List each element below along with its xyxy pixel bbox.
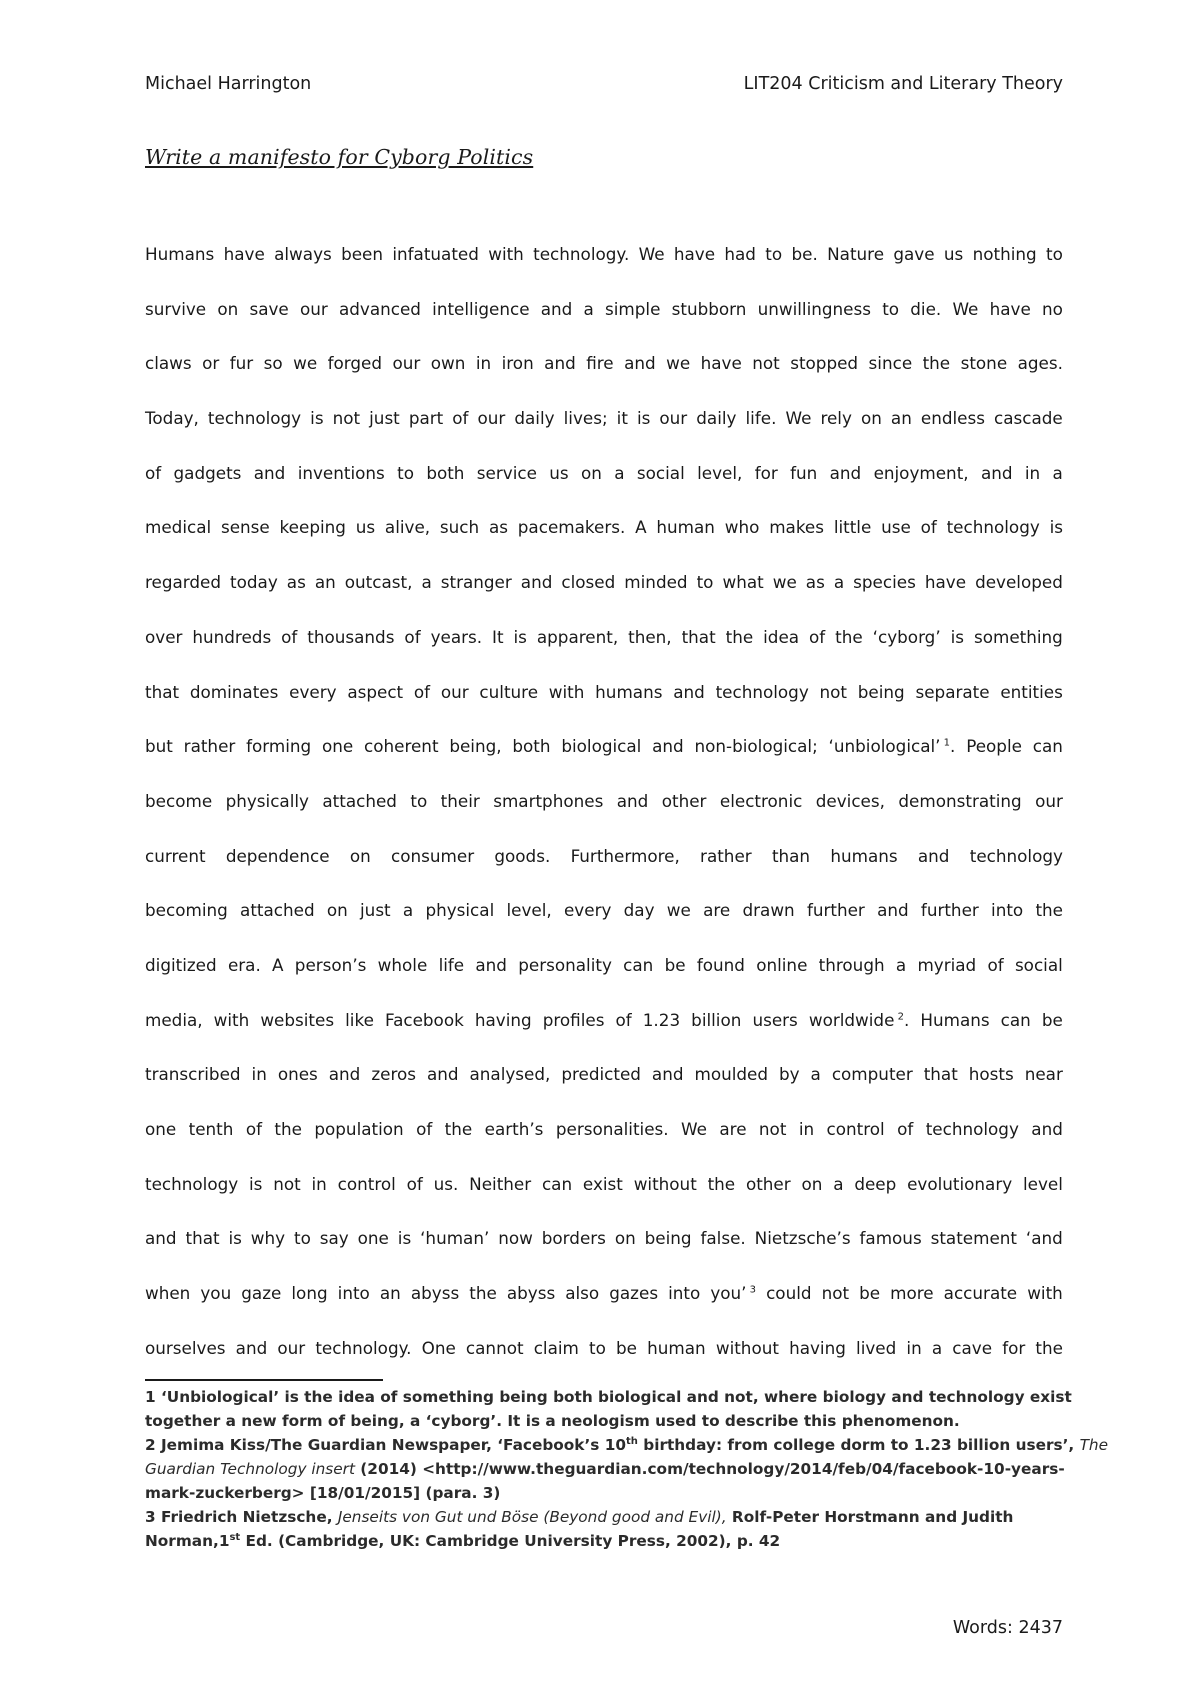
body-line: survive on save our advanced intelligence and a simple stubborn unwillingness to die. We have no [145,298,1063,319]
footnote-1-line-1: 1 ‘Unbiological’ is the idea of something being both biological and not, where biology and technology exist [145,1388,1072,1406]
body-line: digitized era. A person’s whole life and personality can be found online through a myriad of social [145,954,1063,975]
footnotes [145,1385,1109,1553]
essay-body [145,243,1063,1391]
body-line: ourselves and our technology. One cannot claim to be human without having lived in a cave for the [145,1337,1063,1358]
body-line: of gadgets and inventions to both service us on a social level, for fun and enjoyment, and in a [145,462,1063,483]
body-line: over hundreds of thousands of years. It is apparent, then, that the idea of the ‘cyborg’ is something [145,626,1063,647]
body-line: one tenth of the population of the earth’s personalities. We are not in control of technology and [145,1119,1063,1139]
author-name: Michael Harrington [145,74,312,94]
footnote-3-line-2: Norman,1st Ed. (Cambridge, UK: Cambridge University Press, 2002), p. 42 [145,1531,781,1550]
body-line: Humans have always been infatuated with technology. We have had to be. Nature gave us nothing to [145,244,1063,264]
body-line: claws or fur so we forged our own in iron and fire and we have not stopped since the stone ages. [145,353,1063,374]
body-line: becoming attached on just a physical level, every day we are drawn further and further into the [145,900,1063,921]
body-line: medical sense keeping us alive, such as pacemakers. A human who makes little use of technology is [145,517,1063,538]
body-line: when you gaze long into an abyss the abyss also gazes into you’ $^3$ could not be more accurate with [145,1283,1063,1304]
word-count: Words: 2437 [952,1618,1063,1638]
body-line: but rather forming one coherent being, both biological and non-biological; ‘unbiological’ $^1$. People can [145,736,1063,757]
page-header [145,74,1063,94]
body-line: Today, technology is not just part of our daily lives; it is our daily life. We rely on an endless cascade [145,408,1063,429]
footnote-2-line-1: 2 Jemima Kiss/The Guardian Newspaper, ‘Facebook’s 10th birthday: from college dorm to 1.23 billion users’, The [145,1435,1109,1454]
body-line: become physically attached to their smartphones and other electronic devices, demonstrating our [145,790,1063,811]
body-line: media, with websites like Facebook having profiles of 1.23 billion users worldwide $^2$. Humans can be [145,1009,1063,1030]
body-line: that dominates every aspect of our culture with humans and technology not being separate entities [145,681,1063,702]
footnote-2-line-3: mark-zuckerberg> [18/01/2015] (para. 3) [145,1484,501,1502]
footnote-1-line-2: together a new form of being, a ‘cyborg’. It is a neologism used to describe this phenomenon. [145,1412,960,1430]
body-line: transcribed in ones and zeros and analysed, predicted and moulded by a computer that hosts near [145,1064,1063,1085]
footnote-separator [145,1379,383,1381]
body-line: technology is not in control of us. Neither can exist without the other on a deep evolutionary level [145,1173,1063,1194]
body-line: and that is why to say one is ‘human’ now borders on being false. Nietzsche’s famous statement ‘and [145,1228,1063,1249]
body-line: current dependence on consumer goods. Furthermore, rather than humans and technology [145,845,1063,866]
footnote-3-line-1: 3 Friedrich Nietzsche, Jenseits von Gut und Böse (Beyond good and Evil), Rolf-Peter Horstmann and Judith [145,1508,1014,1526]
body-line: regarded today as an outcast, a stranger and closed minded to what we as a species have developed [145,572,1063,593]
essay-title: Write a manifesto for Cyborg Politics [145,145,534,169]
module-title: LIT204 Criticism and Literary Theory [743,74,1063,94]
footnote-2-line-2: Guardian Technology insert (2014) <http://www.theguardian.com/technology/2014/feb/04/facebook-10-years- [145,1460,1065,1478]
